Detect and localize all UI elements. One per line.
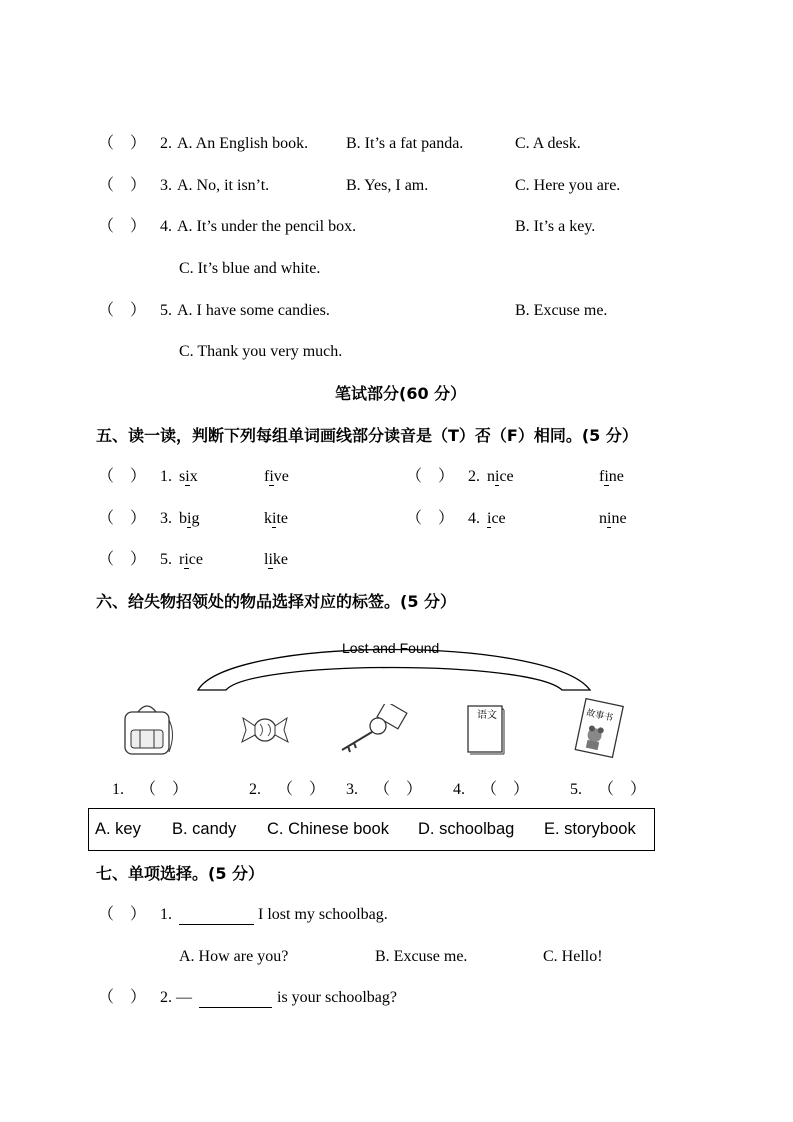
option-schoolbag: D. schoolbag — [418, 820, 515, 838]
option-b: B. Yes, I am. — [346, 177, 429, 194]
option-b: B. Excuse me. — [515, 302, 608, 319]
question-text: is your schoolbag? — [277, 989, 397, 1006]
word-2: like — [264, 551, 289, 568]
option-c: C. A desk. — [515, 135, 581, 152]
answer-paren-2[interactable]: （ ） — [277, 781, 326, 798]
question-number: 5. — [160, 302, 172, 319]
item-number: 3. — [160, 510, 172, 527]
option-c: C. Hello! — [543, 948, 603, 965]
item-label-4: 4. — [453, 781, 465, 798]
option-chinese-book: C. Chinese book — [267, 820, 389, 838]
answer-paren-1[interactable]: （ ） — [140, 781, 189, 798]
question-number: 1. — [160, 906, 172, 923]
word-1: big — [179, 510, 200, 527]
item-label-2: 2. — [249, 781, 261, 798]
key-icon — [334, 704, 412, 756]
storybook-label: 故事书 — [585, 708, 614, 724]
written-part-title: 笔试部分(60 分） — [335, 384, 467, 403]
answer-paren[interactable]: （ ） — [98, 135, 147, 152]
answer-paren[interactable]: （ ） — [98, 551, 147, 568]
answer-paren[interactable]: （ ） — [98, 468, 147, 485]
option-c: C. It’s blue and white. — [179, 260, 321, 277]
option-a: A. How are you? — [179, 948, 289, 965]
option-a: A. An English book. — [177, 135, 309, 152]
fill-blank[interactable] — [199, 993, 272, 1008]
answer-paren[interactable]: （ ） — [406, 510, 455, 527]
question-text: I lost my schoolbag. — [258, 906, 388, 923]
item-number: 2. — [468, 468, 480, 485]
question-number: 2. — [160, 135, 172, 152]
answer-paren[interactable]: （ ） — [98, 302, 147, 319]
word-1: ice — [487, 510, 506, 527]
section-6-title: 六、给失物招领处的物品选择对应的标签。(5 分） — [96, 592, 457, 611]
answer-paren[interactable]: （ ） — [98, 510, 147, 527]
option-key: A. key — [95, 820, 141, 838]
fill-blank[interactable] — [179, 910, 254, 925]
option-candy: B. candy — [172, 820, 237, 838]
answer-paren[interactable]: （ ） — [98, 177, 147, 194]
banner-text: Lost and Found — [342, 640, 440, 656]
word-2: kite — [264, 510, 288, 527]
item-number: 1. — [160, 468, 172, 485]
option-c: C. Here you are. — [515, 177, 621, 194]
option-a: A. I have some candies. — [177, 302, 330, 319]
option-a: A. It’s under the pencil box. — [177, 218, 357, 235]
candy-icon — [238, 712, 292, 748]
answer-paren-5[interactable]: （ ） — [598, 781, 647, 798]
question-number: 4. — [160, 218, 172, 235]
option-storybook: E. storybook — [544, 820, 636, 838]
section-5-title: 五、读一读，判断下列每组单词画线部分读音是（T）否（F）相同。(5 分） — [96, 426, 638, 445]
answer-paren[interactable]: （ ） — [98, 906, 147, 923]
chinese-book-label: 语文 — [477, 710, 497, 721]
item-label-5: 5. — [570, 781, 582, 798]
word-1: six — [179, 468, 198, 485]
word-2: nine — [599, 510, 627, 527]
section-7-title: 七、单项选择。(5 分） — [96, 864, 265, 883]
option-b: B. It’s a key. — [515, 218, 596, 235]
question-number: 2. — — [160, 989, 192, 1006]
item-label-1: 1. — [112, 781, 124, 798]
option-c: C. Thank you very much. — [179, 343, 343, 360]
option-b: B. Excuse me. — [375, 948, 468, 965]
item-number: 4. — [468, 510, 480, 527]
option-b: B. It’s a fat panda. — [346, 135, 464, 152]
answer-paren[interactable]: （ ） — [98, 989, 147, 1006]
answer-paren[interactable]: （ ） — [406, 468, 455, 485]
schoolbag-icon — [118, 700, 180, 758]
item-number: 5. — [160, 551, 172, 568]
word-2: fine — [599, 468, 624, 485]
item-label-3: 3. — [346, 781, 358, 798]
word-2: five — [264, 468, 289, 485]
label-options-box — [88, 808, 655, 851]
word-1: rice — [179, 551, 203, 568]
question-number: 3. — [160, 177, 172, 194]
word-1: nice — [487, 468, 514, 485]
answer-paren[interactable]: （ ） — [98, 218, 147, 235]
option-a: A. No, it isn’t. — [177, 177, 270, 194]
answer-paren-3[interactable]: （ ） — [374, 781, 423, 798]
answer-paren-4[interactable]: （ ） — [481, 781, 530, 798]
